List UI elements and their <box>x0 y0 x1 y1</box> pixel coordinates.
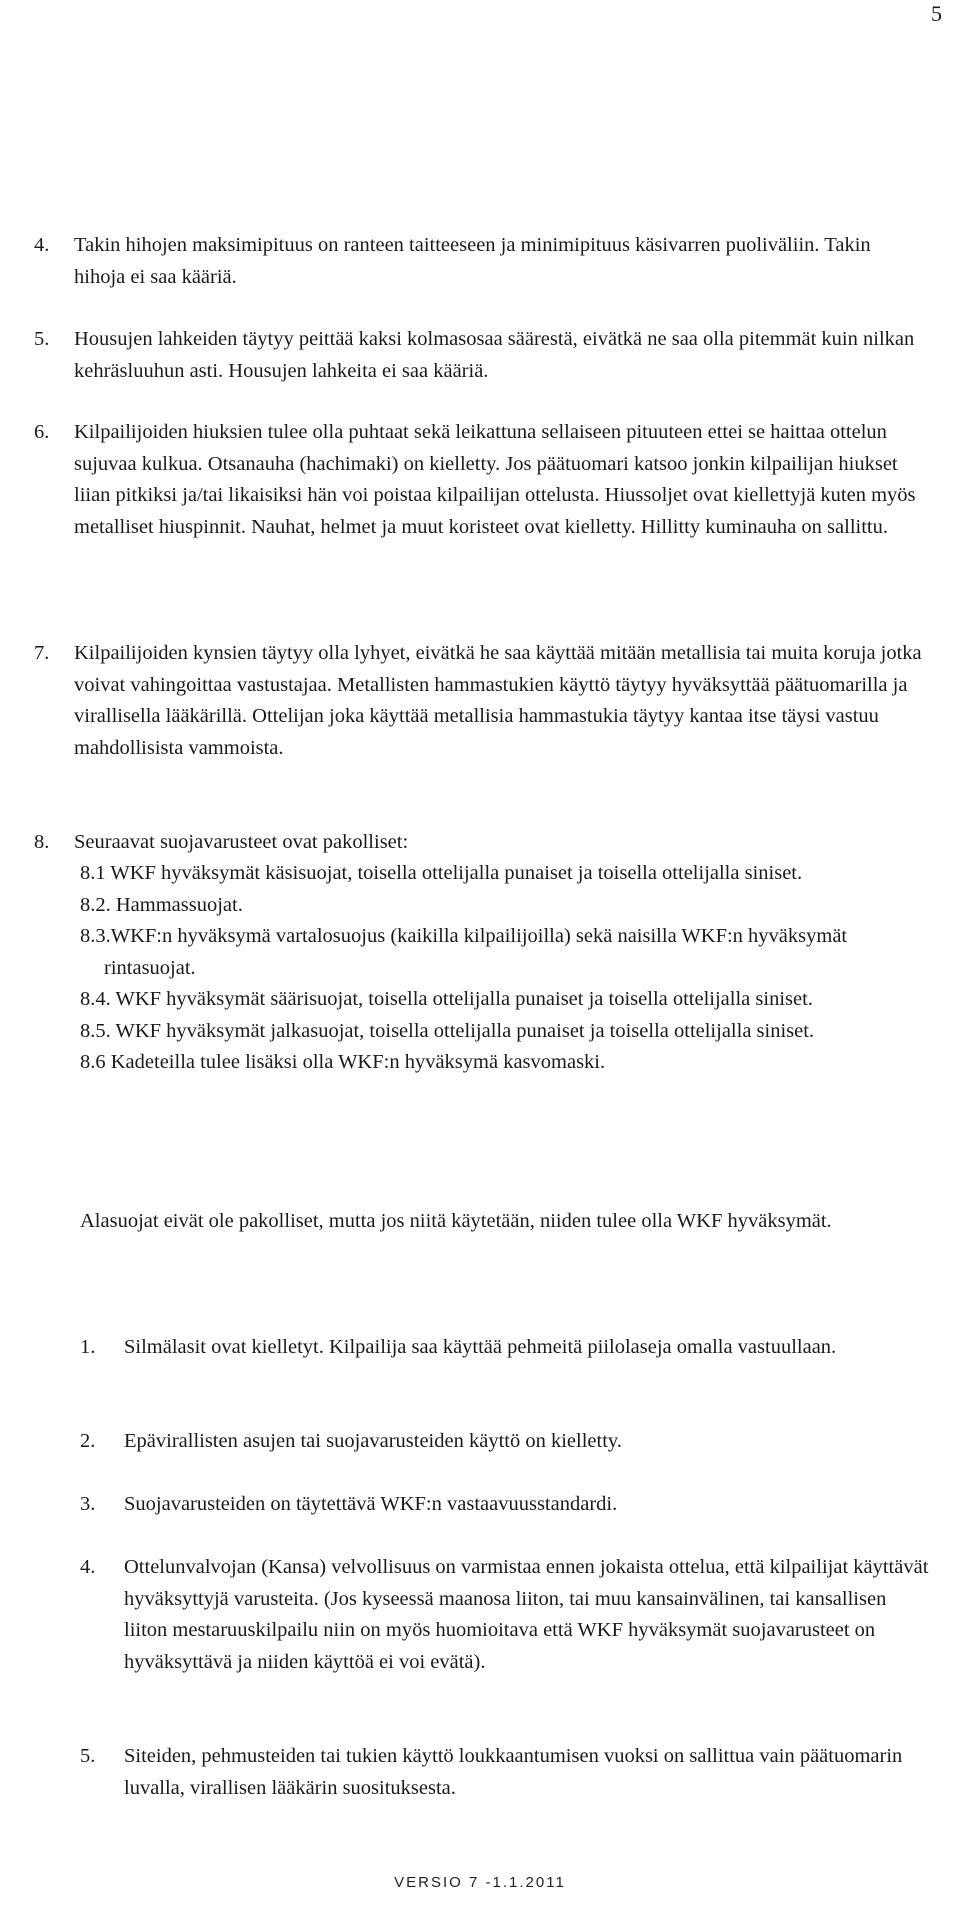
rule-number: 5. <box>34 328 50 350</box>
rule-text: Takin hihojen maksimipituus on ranteen taitteeseen ja minimipituus käsivarren puoliväliin. Takin hihoja ei saa kääriä. <box>74 234 871 288</box>
rule-text: Ottelunvalvojan (Kansa) velvollisuus on varmistaa ennen jokaista ottelua, että kilpailijat käyttävät hyväksyttyjä varusteita. (Jos kyseessä maanosa liiton, tai muu kansainvälinen, tai kansallisen liiton mestaruuskilpailu niin on myös huomioitava että WKF hyväksymät suojavarusteet on hyväksyttävä ja niiden käyttöä ei voi evätä). <box>124 1556 929 1673</box>
rule-text: Silmälasit ovat kielletyt. Kilpailija saa käyttää pehmeitä piilolaseja omalla vastuullaan. <box>124 1336 837 1358</box>
page-number: 5 <box>931 1 942 26</box>
rule-text: Seuraavat suojavarusteet ovat pakolliset: <box>74 831 409 853</box>
rule-number: 3. <box>80 1493 96 1515</box>
rule-text: Kilpailijoiden kynsien täytyy olla lyhyet, eivätkä he saa käyttää mitään metallisia tai muita koruja jotka voivat vahingoittaa vastustajaa. Metallisten hammastukien käyttö täytyy hyväksyttää päätuomarilla ja virallisella lääkärillä. Ottelijan joka käyttää metallisia hammastukia täytyy kantaa itse täysi vastuu mahdollisista vammoista. <box>74 642 922 759</box>
rule-text: Epävirallisten asujen tai suojavarusteiden käyttö on kielletty. <box>124 1430 622 1452</box>
protective-item: 8.6 Kadeteilla tulee lisäksi olla WKF:n hyväksymä kasvomaski. <box>80 1051 606 1073</box>
additional-rule-item <box>80 1489 930 1521</box>
rule-text: Housujen lahkeiden täytyy peittää kaksi kolmasosaa säärestä, eivätkä ne saa olla pitemmät kuin nilkan kehräsluuhun asti. Housujen lahkeita ei saa kääriä. <box>74 328 915 382</box>
rule-text: Siteiden, pehmusteiden tai tukien käyttö loukkaantumisen vuoksi on sallittua vain päätuomarin luvalla, virallisen lääkärin suosituksesta. <box>124 1745 903 1799</box>
protective-item: 8.5. WKF hyväksymät jalkasuojat, toisella ottelijalla punaiset ja toisella ottelijalla siniset. <box>80 1019 815 1042</box>
protective-equipment-list <box>80 858 940 1079</box>
rule-number: 7. <box>34 642 50 664</box>
rule-number: 2. <box>80 1430 96 1452</box>
additional-rule-item <box>80 1426 930 1458</box>
additional-rule-item <box>80 1741 930 1804</box>
additional-rule-item <box>80 1332 930 1364</box>
rule-number: 4. <box>34 234 50 256</box>
rule-number: 5. <box>80 1745 96 1767</box>
protective-item: 8.4. WKF hyväksymät säärisuojat, toisella ottelijalla punaiset ja toisella ottelijalla siniset. <box>80 988 813 1010</box>
rule-number: 8. <box>34 831 50 853</box>
rule-number: 4. <box>80 1556 96 1578</box>
rule-text: Suojavarusteiden on täytettävä WKF:n vastaavuusstandardi. <box>124 1493 618 1515</box>
rule-item <box>34 638 924 764</box>
rule-item <box>34 827 924 859</box>
protective-item: 8.2. Hammassuojat. <box>80 893 243 916</box>
rule-item <box>34 324 924 387</box>
lower-guard-note: Alasuojat eivät ole pakolliset, mutta jos niitä käytetään, niiden tulee olla WKF hyväksymät. <box>80 1210 832 1232</box>
rule-item <box>34 230 924 293</box>
rule-number: 6. <box>34 421 50 443</box>
rule-item <box>34 417 924 543</box>
protective-item: 8.3.WKF:n hyväksymä vartalosuojus (kaikilla kilpailijoilla) sekä naisilla WKF:n hyväksymät rintasuojat. <box>80 925 848 979</box>
version-footer: VERSIO 7 -1.1.2011 <box>394 1874 566 1891</box>
additional-rule-item <box>80 1552 930 1678</box>
rule-number: 1. <box>80 1336 96 1358</box>
protective-item: 8.1 WKF hyväksymät käsisuojat, toisella ottelijalla punaiset ja toisella ottelijalla siniset. <box>80 862 803 884</box>
rule-text: Kilpailijoiden hiuksien tulee olla puhtaat sekä leikattuna sellaiseen pituuteen ettei se haittaa ottelun sujuvaa kulkua. Otsanauha (hachimaki) on kielletty. Jos päätuomari katsoo jonkin kilpailijan hiukset liian pitkiksi ja/tai likaisiksi hän voi poistaa kilpailijan ottelusta. Hiussoljet ovat kiellettyjä kuten myös metalliset hiuspinnit. Nauhat, helmet ja muut koristeet ovat kielletty. Hillitty kuminauha on sallittu. <box>74 421 916 538</box>
